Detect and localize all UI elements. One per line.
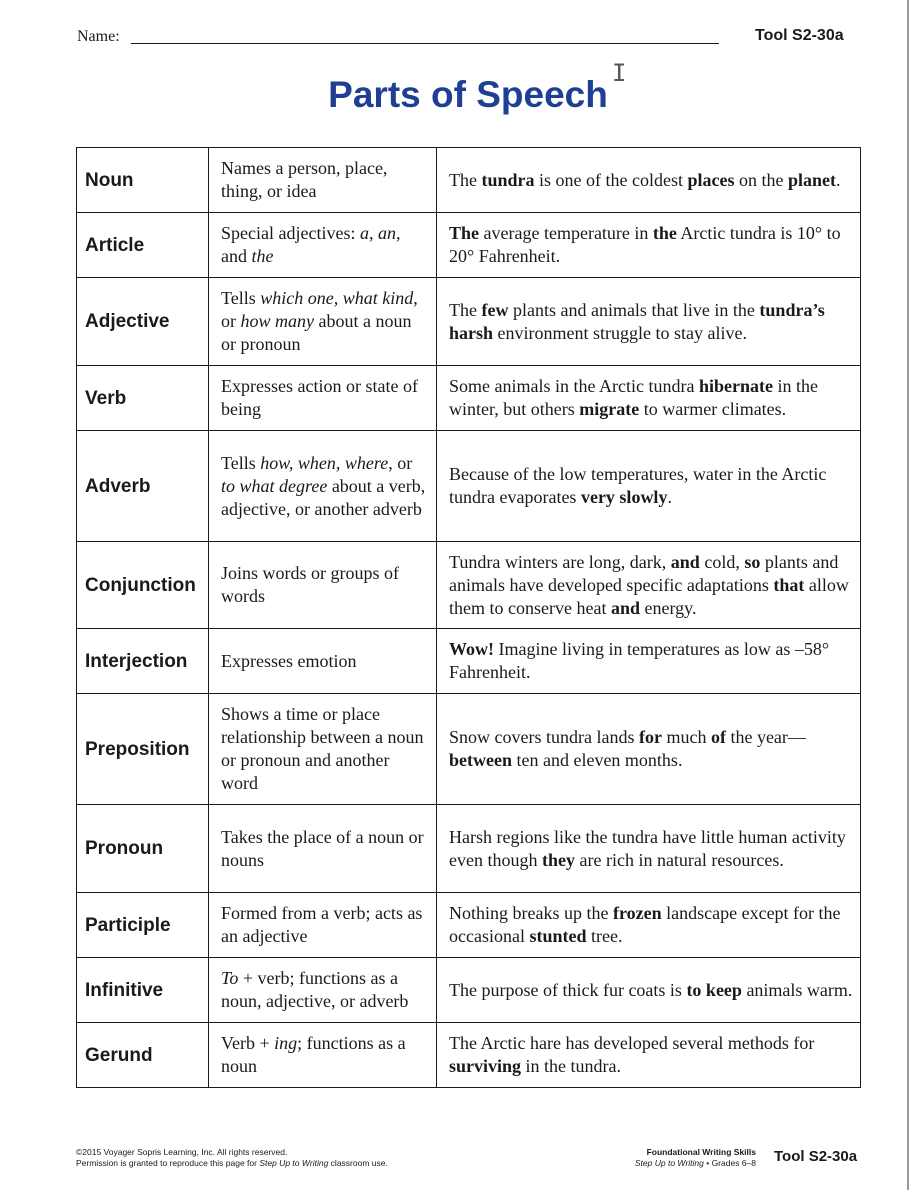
table-row (77, 148, 861, 213)
definition-cell: To + verb; functions as a noun, adjective, or adverb (209, 958, 437, 1023)
example-cell: Tundra winters are long, dark, and cold, so plants and animals have developed specific adaptations that allow them to conserve heat and energy. (437, 542, 861, 629)
definition-cell: Expresses emotion (209, 629, 437, 694)
tool-label-top: Tool S2-30a (755, 27, 844, 44)
term-cell: Preposition (77, 694, 209, 805)
definition-cell: Tells how, when, where, or to what degree about a verb, adjective, or another adverb (209, 431, 437, 542)
table-row (77, 213, 861, 278)
example-cell: The tundra is one of the coldest places on the planet. (437, 148, 861, 213)
footer-copyright (76, 1147, 388, 1169)
series-name: Foundational Writing Skills (646, 1147, 756, 1157)
example-cell: Snow covers tundra lands for much of the year—between ten and eleven months. (437, 694, 861, 805)
text-cursor-icon: I (612, 59, 627, 87)
term-cell: Article (77, 213, 209, 278)
example-cell: Nothing breaks up the frozen landscape except for the occasional stunted tree. (437, 893, 861, 958)
term-cell: Verb (77, 366, 209, 431)
table-row (77, 805, 861, 893)
example-cell: Because of the low temperatures, water in the Arctic tundra evaporates very slowly. (437, 431, 861, 542)
parts-of-speech-table (76, 147, 861, 1088)
example-cell: The average temperature in the Arctic tundra is 10° to 20° Fahrenheit. (437, 213, 861, 278)
definition-cell: Joins words or groups of words (209, 542, 437, 629)
term-cell: Interjection (77, 629, 209, 694)
example-cell: The few plants and animals that live in the tundra’s harsh environment struggle to stay alive. (437, 278, 861, 366)
table-row (77, 278, 861, 366)
definition-cell: Shows a time or place relationship between a noun or pronoun and another word (209, 694, 437, 805)
name-input-line[interactable] (131, 43, 719, 44)
term-cell: Participle (77, 893, 209, 958)
table-row (77, 1023, 861, 1088)
table-row (77, 366, 861, 431)
table-row (77, 958, 861, 1023)
term-cell: Conjunction (77, 542, 209, 629)
table-row (77, 893, 861, 958)
definition-cell: Names a person, place, thing, or idea (209, 148, 437, 213)
term-cell: Noun (77, 148, 209, 213)
permission-line: Permission is granted to reproduce this page for Step Up to Writing classroom use. (76, 1158, 388, 1168)
example-cell: Wow! Imagine living in temperatures as low as –58° Fahrenheit. (437, 629, 861, 694)
table-row (77, 694, 861, 805)
table-row (77, 542, 861, 629)
definition-cell: Takes the place of a noun or nouns (209, 805, 437, 893)
definition-cell: Special adjectives: a, an, and the (209, 213, 437, 278)
example-cell: The purpose of thick fur coats is to keep animals warm. (437, 958, 861, 1023)
table-row (77, 629, 861, 694)
example-cell: The Arctic hare has developed several methods for surviving in the tundra. (437, 1023, 861, 1088)
definition-cell: Formed from a verb; acts as an adjective (209, 893, 437, 958)
term-cell: Infinitive (77, 958, 209, 1023)
copyright-line: ©2015 Voyager Sopris Learning, Inc. All rights reserved. (76, 1147, 288, 1157)
page-title: Parts of Speech (328, 74, 608, 115)
term-cell: Gerund (77, 1023, 209, 1088)
page-edge-rule (907, 0, 909, 1190)
term-cell: Pronoun (77, 805, 209, 893)
table-row (77, 431, 861, 542)
example-cell: Some animals in the Arctic tundra hibernate in the winter, but others migrate to warmer climates. (437, 366, 861, 431)
tool-label-bottom: Tool S2-30a (774, 1148, 858, 1165)
footer-series (560, 1147, 756, 1169)
definition-cell: Tells which one, what kind, or how many about a noun or pronoun (209, 278, 437, 366)
term-cell: Adverb (77, 431, 209, 542)
example-cell: Harsh regions like the tundra have little human activity even though they are rich in natural resources. (437, 805, 861, 893)
name-label: Name: (77, 28, 120, 45)
definition-cell: Expresses action or state of being (209, 366, 437, 431)
term-cell: Adjective (77, 278, 209, 366)
definition-cell: Verb + ing; functions as a noun (209, 1023, 437, 1088)
product-line: Step Up to Writing • Grades 6–8 (634, 1158, 756, 1168)
